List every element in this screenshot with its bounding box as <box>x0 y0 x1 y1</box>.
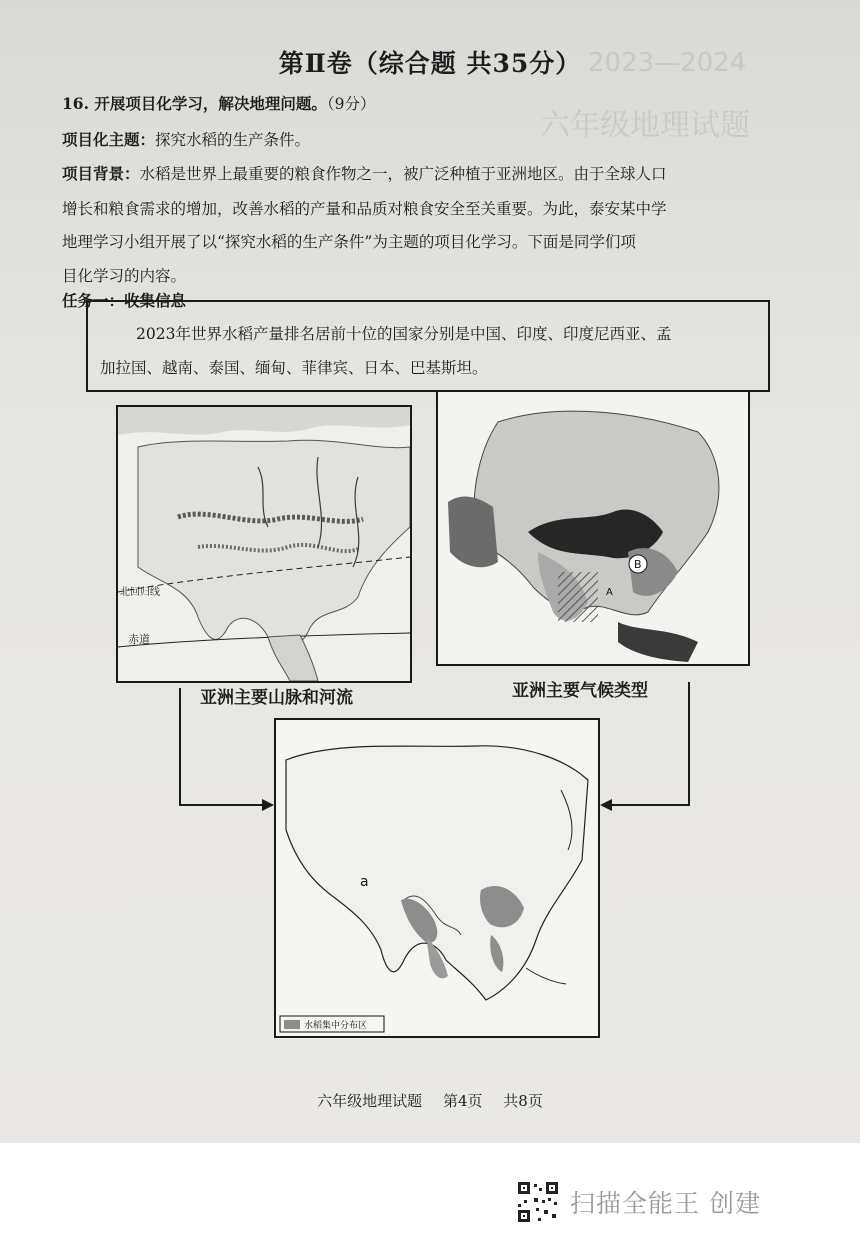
footer-subject: 六年级地理试题 <box>317 1092 423 1110</box>
climate-label-a: A <box>606 587 613 598</box>
footer-total: 共8页 <box>503 1092 543 1110</box>
rice-legend-swatch <box>284 1020 300 1029</box>
question-points: （9分） <box>326 95 376 113</box>
background-text-1: 水稻是世界上最重要的粮食作物之一，被广泛种植于亚洲地区。由于全球人口 <box>139 165 667 183</box>
info-line-1: 2023年世界水稻产量排名居前十位的国家分别是中国、印度、印度尼西亚、孟 <box>136 325 672 343</box>
bleed-through-header: 六年级地理试题 <box>540 108 750 143</box>
background-line-2: 增长和粮食需求的增加，改善水稻的产量和品质对粮食安全至关重要。为此，泰安某中学 <box>62 200 667 218</box>
theme-text: 探究水稻的生产条件。 <box>155 131 311 149</box>
background-line-3: 地理学习小组开展了以“探究水稻的生产条件”为主题的项目化学习。下面是同学们项 <box>62 233 636 251</box>
caption-mountains-rivers: 亚洲主要山脉和河流 <box>200 688 353 708</box>
climate-label-b: B <box>634 558 642 571</box>
caption-climate-types: 亚洲主要气候类型 <box>512 681 648 701</box>
rice-map-graphic <box>276 720 598 1036</box>
rice-legend-label: 水稻集中分布区 <box>304 1021 368 1031</box>
section-title: 第Ⅱ卷（综合题 共35分） <box>278 49 582 78</box>
question-title: 16. 开展项目化学习，解决地理问题。 <box>62 94 327 113</box>
info-line-2: 加拉国、越南、泰国、缅甸、菲律宾、日本、巴基斯坦。 <box>100 359 488 377</box>
qr-code-icon <box>516 1180 560 1224</box>
footer-page: 第4页 <box>442 1092 483 1110</box>
scanner-watermark-text: 扫描全能王 创建 <box>570 1189 761 1218</box>
map-rice-distribution <box>274 718 600 1038</box>
task-one-label: 任务一：收集信息 <box>62 291 187 310</box>
theme-label: 项目化主题： <box>62 130 156 149</box>
scanner-watermark <box>516 1180 761 1224</box>
tropic-label: 北回归线 <box>120 587 160 598</box>
equator-label: 赤道 <box>128 633 150 646</box>
rice-point-a: a <box>360 874 369 890</box>
background-label: 项目背景： <box>62 164 140 183</box>
page-footer <box>0 1090 860 1111</box>
bleed-through-year: 2023—2024 <box>588 48 747 78</box>
background-line-4: 目化学习的内容。 <box>62 267 187 285</box>
